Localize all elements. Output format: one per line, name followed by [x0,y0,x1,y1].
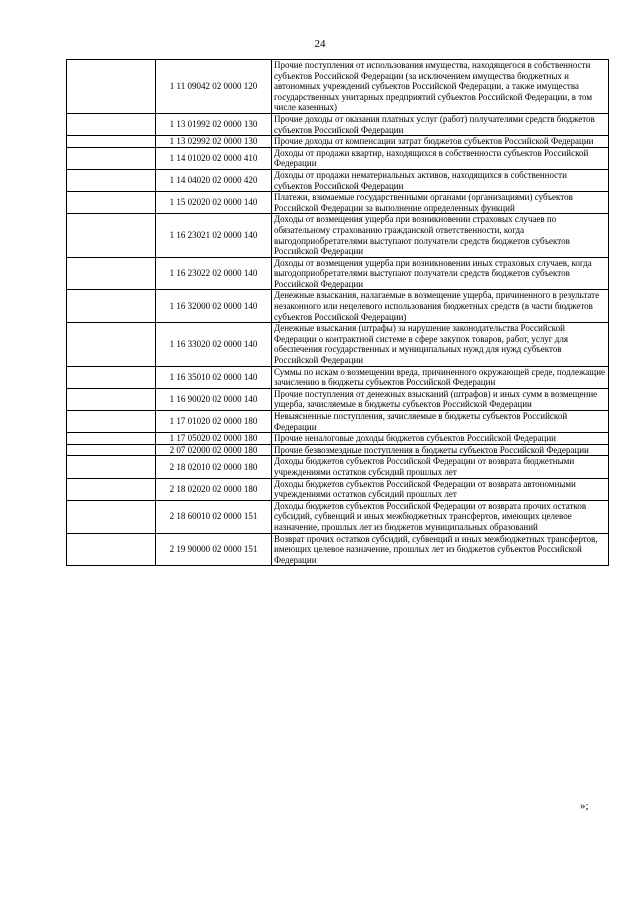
budget-code-cell: 1 16 32000 02 0000 140 [156,290,272,323]
empty-cell [67,433,156,445]
empty-cell [67,290,156,323]
empty-cell [67,214,156,257]
revenue-name-cell: Суммы по искам о возмещении вреда, причиненного окружающей среде, подлежащие зачислению в бюджеты субъектов Российской Федерации [272,366,609,388]
budget-code-cell: 2 18 02020 02 0000 180 [156,478,272,500]
budget-code-cell: 1 14 01020 02 0000 410 [156,147,272,169]
budget-code-cell: 1 17 05020 02 0000 180 [156,433,272,445]
table-row [67,388,609,410]
table-row [67,214,609,257]
revenue-name-cell: Прочие поступления от использования имущества, находящегося в собственности субъектов Российской Федерации (за исключением имущества бюджетных и автономных учреждений субъектов Российской Федерации, а также имущества государственных унитарных предприятий субъектов Российской Федерации, в том числе казенных) [272,60,609,114]
budget-code-cell: 1 16 90020 02 0000 140 [156,388,272,410]
budget-code-cell: 2 19 90000 02 0000 151 [156,533,272,566]
empty-cell [67,388,156,410]
revenue-name-cell: Прочие безвозмездные поступления в бюджеты субъектов Российской Федерации [272,444,609,456]
budget-code-cell: 2 07 02000 02 0000 180 [156,444,272,456]
table-row [67,290,609,323]
revenue-name-cell: Доходы от продажи квартир, находящихся в собственности субъектов Российской Федерации [272,147,609,169]
page-number: 24 [314,38,326,50]
revenue-name-cell: Доходы от продажи нематериальных активов, находящихся в собственности субъектов Российской Федерации [272,169,609,191]
empty-cell [67,366,156,388]
empty-cell [67,478,156,500]
budget-code-cell: 1 15 02020 02 0000 140 [156,192,272,214]
budget-code-cell: 1 13 01992 02 0000 130 [156,113,272,135]
revenue-name-cell: Денежные взыскания (штрафы) за нарушение законодательства Российской Федерации о контрактной системе в сфере закупок товаров, работ, услуг для обеспечения государственных и муниципальных нужд для нужд субъектов Российской Федерации [272,323,609,366]
revenue-name-cell: Доходы от возмещения ущерба при возникновении страховых случаев по обязательному страхованию гражданской ответственности, когда выгодоприобретателями выступают получатели средств бюджетов субъектов Российской Федерации [272,214,609,257]
table-row [67,323,609,366]
empty-cell [67,456,156,478]
revenue-name-cell: Денежные взыскания, налагаемые в возмещение ущерба, причиненного в результате незаконного или нецелевого использования бюджетных средств (в части бюджетов субъектов Российской Федерации) [272,290,609,323]
table-row [67,192,609,214]
table-row [67,366,609,388]
empty-cell [67,444,156,456]
budget-code-cell: 1 16 23022 02 0000 140 [156,257,272,290]
empty-cell [67,113,156,135]
revenue-name-cell: Прочие доходы от компенсации затрат бюджетов субъектов Российской Федерации [272,136,609,148]
revenue-name-cell: Возврат прочих остатков субсидий, субвенций и иных межбюджетных трансфертов, имеющих целевое назначение, прошлых лет из бюджетов субъектов Российской Федерации [272,533,609,566]
empty-cell [67,500,156,533]
table-row [67,433,609,445]
empty-cell [67,257,156,290]
revenue-name-cell: Платежи, взимаемые государственными органами (организациями) субъектов Российской Федерации за выполнение определенных функций [272,192,609,214]
revenue-codes-table [66,59,609,566]
budget-code-cell: 1 16 33020 02 0000 140 [156,323,272,366]
empty-cell [67,323,156,366]
budget-code-cell: 1 16 23021 02 0000 140 [156,214,272,257]
table-row [67,257,609,290]
table-row [67,136,609,148]
table-row [67,411,609,433]
table-row [67,533,609,566]
table-row [67,169,609,191]
closing-mark: »; [580,800,589,812]
budget-code-cell: 2 18 60010 02 0000 151 [156,500,272,533]
table-row [67,456,609,478]
empty-cell [67,147,156,169]
budget-code-cell: 2 18 02010 02 0000 180 [156,456,272,478]
table-row [67,478,609,500]
empty-cell [67,169,156,191]
empty-cell [67,192,156,214]
budget-code-cell: 1 13 02992 02 0000 130 [156,136,272,148]
revenue-name-cell: Невыясненные поступления, зачисляемые в бюджеты субъектов Российской Федерации [272,411,609,433]
budget-code-cell: 1 17 01020 02 0000 180 [156,411,272,433]
budget-code-cell: 1 14 04020 02 0000 420 [156,169,272,191]
empty-cell [67,411,156,433]
table-row [67,60,609,114]
empty-cell [67,60,156,114]
budget-code-cell: 1 16 35010 02 0000 140 [156,366,272,388]
revenue-name-cell: Доходы бюджетов субъектов Российской Федерации от возврата бюджетными учреждениями остатков субсидий прошлых лет [272,456,609,478]
revenue-name-cell: Прочие поступления от денежных взысканий (штрафов) и иных сумм в возмещение ущерба, зачисляемые в бюджеты субъектов Российской Федерации [272,388,609,410]
table-row [67,444,609,456]
table-body [67,60,609,566]
revenue-name-cell: Доходы от возмещения ущерба при возникновении иных страховых случаев, когда выгодоприобретателями выступают получатели средств бюджетов субъектов Российской Федерации [272,257,609,290]
revenue-name-cell: Прочие неналоговые доходы бюджетов субъектов Российской Федерации [272,433,609,445]
table-row [67,500,609,533]
budget-code-cell: 1 11 09042 02 0000 120 [156,60,272,114]
revenue-name-cell: Прочие доходы от оказания платных услуг (работ) получателями средств бюджетов субъектов Российской Федерации [272,113,609,135]
empty-cell [67,533,156,566]
table-row [67,147,609,169]
revenue-name-cell: Доходы бюджетов субъектов Российской Федерации от возврата прочих остатков субсидий, субвенций и иных межбюджетных трансфертов, имеющих целевое назначение, прошлых лет из бюджетов муниципальных образований [272,500,609,533]
empty-cell [67,136,156,148]
table-row [67,113,609,135]
revenue-name-cell: Доходы бюджетов субъектов Российской Федерации от возврата автономными учреждениями остатков субсидий прошлых лет [272,478,609,500]
